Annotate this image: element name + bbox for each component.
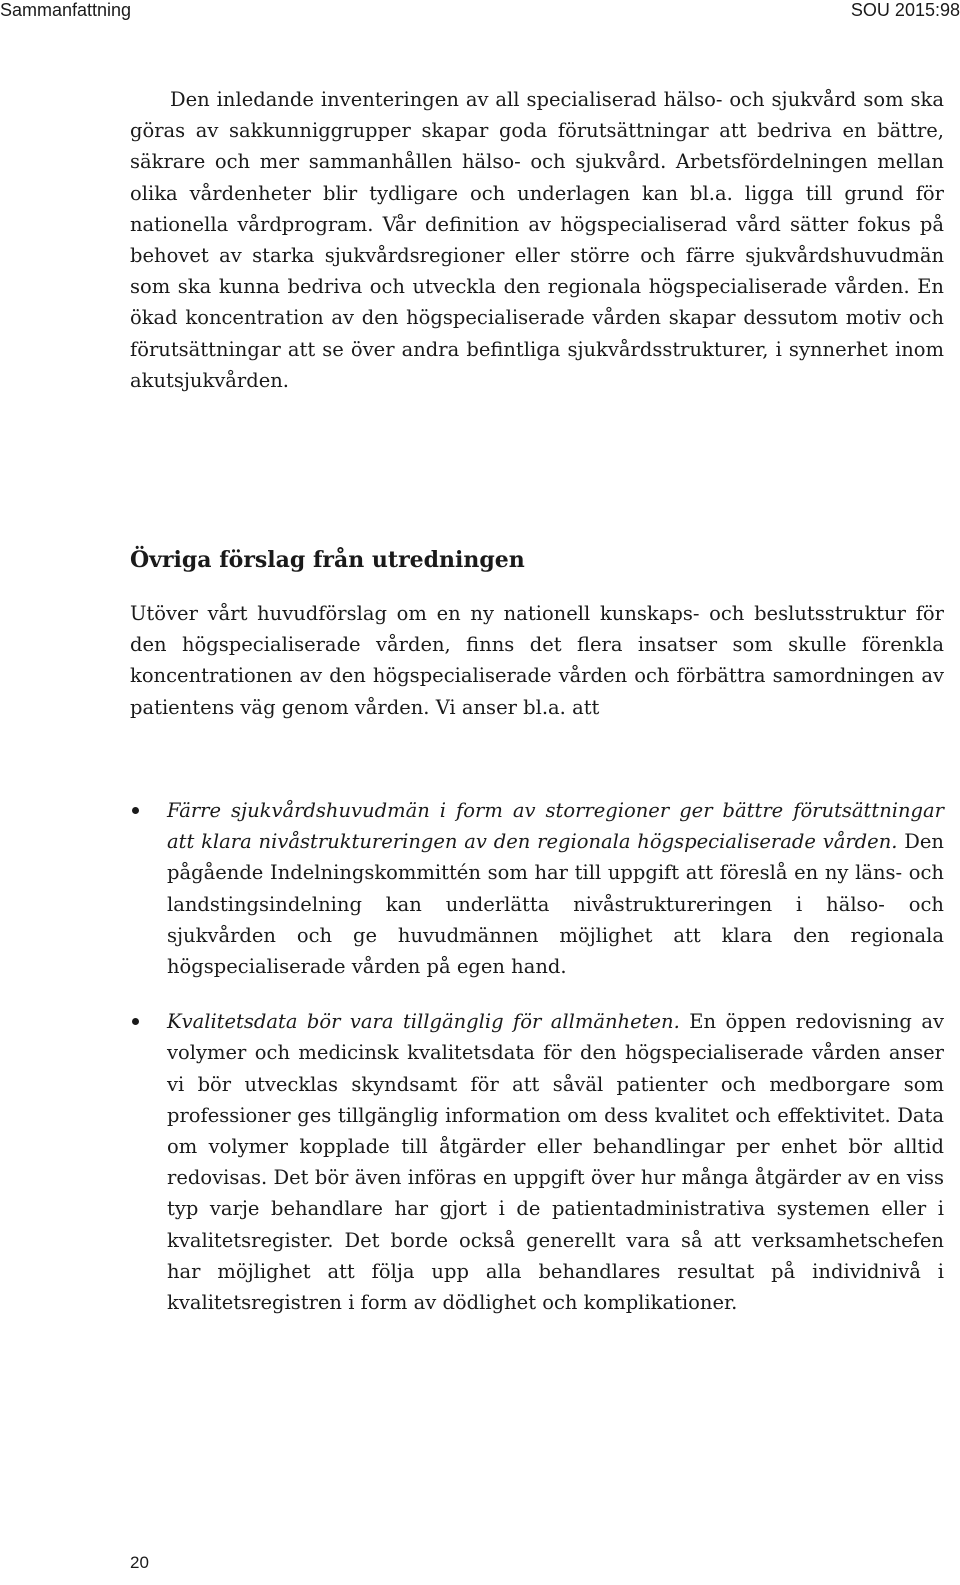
body-paragraph-proposals: Utöver vårt huvudförslag om en ny nationell kunskaps- och beslutsstruktur för den högspecialiserade vården, finns det flera insatser som skulle förenkla koncentrationen av den högspecialiserade vården och förbättra samordningen av patientens väg genom vården. Vi anser bl.a. att	[130, 602, 944, 719]
running-header	[0, 0, 960, 22]
list-item	[130, 795, 944, 982]
list-item	[130, 1006, 944, 1318]
list-item-emphasis: Kvalitetsdata bör vara tillgänglig för allmänheten.	[167, 1010, 680, 1034]
list-item-emphasis: Färre sjukvårdshuvudmän i form av storregioner ger bättre förutsättningar att klara nivåstruktureringen av den regionala högspecialiserade vården.	[167, 799, 944, 854]
proposal-list	[130, 795, 944, 1318]
header-section-title: Sammanfattning	[0, 0, 132, 20]
body-paragraph-intro: Den inledande inventeringen av all specialiserad hälso- och sjukvård som ska göras av sakkunniggrupper skapar goda förutsättningar att bedriva en bättre, säkrare och mer sammanhållen hälso- och sjukvård. Arbetsfördelningen mellan olika vårdenheter blir tydligare och underlagen kan bl.a. ligga till grund för nationella vårdprogram. Vår definition av högspecialiserad vård sätter fokus på behovet av starka sjukvårdsregioner eller större och färre sjukvårdshuvudmän som ska kunna bedriva och utveckla den regionala högspecialiserade vården. En ökad koncentration av den högspecialiserade vården skapar dessutom motiv och förutsättningar att se över andra befintliga sjukvårdsstrukturer, i synnerhet inom akutsjukvården.	[130, 88, 944, 392]
bullet-icon	[132, 1018, 139, 1025]
list-item-text: En öppen redovisning av volymer och medicinsk kvalitetsdata för den högspecialiserade vården anser vi bör utvecklas skyndsamt för att såväl patienter och medborgare som professioner ges tillgänglig information om dess kvalitet och effektivitet. Data om volymer kopplade till åtgärder eller behandlingar per enhet bör alltid redovisas. Det bör även införas en uppgift över hur många åtgärder av en viss typ varje behandlare har gjort i de patientadministrativa systemen eller i kvalitetsregister. Det borde också generellt vara så att verksamhetschefen har möjlighet att följa upp alla behandlares resultat på individnivå i kvalitetsregistren i form av dödlighet och komplikationer.	[167, 1010, 944, 1315]
section-heading: Övriga förslag från utredningen	[130, 547, 525, 573]
page-number: 20	[130, 1553, 149, 1572]
list-item-text: Den pågående Indelningskommittén som har till uppgift att föreslå en ny läns- och landstingsindelning kan underlätta nivåstruktureringen i hälso- och sjukvården och ge huvudmännen möjlighet att klara den regionala högspecialiserade vården på egen hand.	[167, 830, 944, 979]
bullet-icon	[132, 807, 139, 814]
header-report-number: SOU 2015:98	[850, 0, 960, 20]
